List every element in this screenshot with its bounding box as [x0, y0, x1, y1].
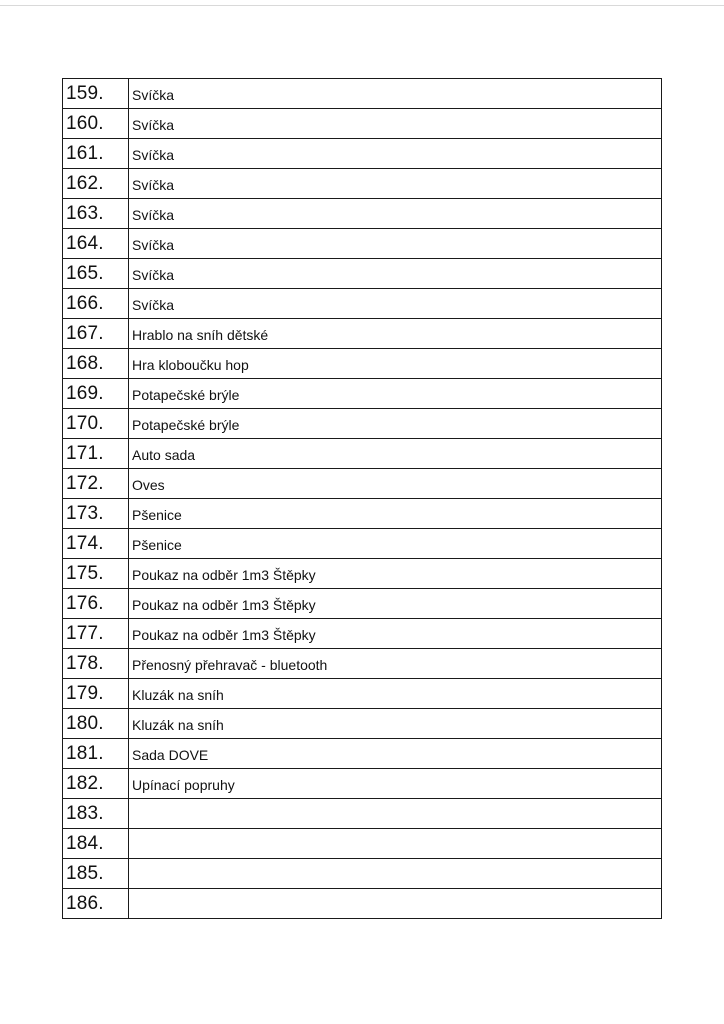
row-number-cell: 168.	[63, 349, 129, 379]
prize-list-table	[62, 78, 662, 919]
scan-edge-line	[0, 5, 724, 6]
item-name-cell: Kluzák na sníh	[129, 679, 662, 709]
item-name-cell: Poukaz na odběr 1m3 Štěpky	[129, 559, 662, 589]
table-row	[63, 859, 662, 889]
table-row	[63, 379, 662, 409]
table-row	[63, 469, 662, 499]
table-row	[63, 829, 662, 859]
row-number-cell: 163.	[63, 199, 129, 229]
table-row	[63, 619, 662, 649]
row-number-cell: 169.	[63, 379, 129, 409]
row-number-cell: 170.	[63, 409, 129, 439]
item-name-cell	[129, 799, 662, 829]
row-number-cell: 180.	[63, 709, 129, 739]
item-name-cell: Potapečské brýle	[129, 379, 662, 409]
row-number-cell: 179.	[63, 679, 129, 709]
table-row	[63, 559, 662, 589]
row-number-cell: 183.	[63, 799, 129, 829]
row-number-cell: 161.	[63, 139, 129, 169]
item-name-cell: Pšenice	[129, 499, 662, 529]
row-number-cell: 178.	[63, 649, 129, 679]
row-number-cell: 172.	[63, 469, 129, 499]
item-name-cell: Sada DOVE	[129, 739, 662, 769]
item-name-cell: Auto sada	[129, 439, 662, 469]
row-number-cell: 186.	[63, 889, 129, 919]
row-number-cell: 182.	[63, 769, 129, 799]
table-row	[63, 199, 662, 229]
item-name-cell: Svíčka	[129, 229, 662, 259]
row-number-cell: 176.	[63, 589, 129, 619]
table-row	[63, 769, 662, 799]
table-row	[63, 889, 662, 919]
row-number-cell: 185.	[63, 859, 129, 889]
table-row	[63, 649, 662, 679]
item-name-cell: Pšenice	[129, 529, 662, 559]
item-name-cell: Přenosný přehravač - bluetooth	[129, 649, 662, 679]
table-row	[63, 259, 662, 289]
row-number-cell: 162.	[63, 169, 129, 199]
row-number-cell: 184.	[63, 829, 129, 859]
item-name-cell: Kluzák na sníh	[129, 709, 662, 739]
item-name-cell: Hrablo na sníh dětské	[129, 319, 662, 349]
item-name-cell: Potapečské brýle	[129, 409, 662, 439]
row-number-cell: 166.	[63, 289, 129, 319]
table-row	[63, 319, 662, 349]
item-name-cell	[129, 829, 662, 859]
row-number-cell: 173.	[63, 499, 129, 529]
table-row	[63, 79, 662, 109]
item-name-cell: Poukaz na odběr 1m3 Štěpky	[129, 589, 662, 619]
item-name-cell	[129, 889, 662, 919]
item-name-cell: Svíčka	[129, 199, 662, 229]
table-row	[63, 349, 662, 379]
table-row	[63, 409, 662, 439]
table-row	[63, 739, 662, 769]
table-row	[63, 499, 662, 529]
item-name-cell: Oves	[129, 469, 662, 499]
table-row	[63, 289, 662, 319]
item-name-cell: Svíčka	[129, 139, 662, 169]
table-row	[63, 139, 662, 169]
item-name-cell: Svíčka	[129, 109, 662, 139]
item-name-cell: Poukaz na odběr 1m3 Štěpky	[129, 619, 662, 649]
item-name-cell: Hra kloboučku hop	[129, 349, 662, 379]
table-row	[63, 169, 662, 199]
item-name-cell: Svíčka	[129, 259, 662, 289]
row-number-cell: 181.	[63, 739, 129, 769]
item-name-cell: Svíčka	[129, 169, 662, 199]
row-number-cell: 177.	[63, 619, 129, 649]
row-number-cell: 159.	[63, 79, 129, 109]
row-number-cell: 175.	[63, 559, 129, 589]
item-name-cell: Upínací popruhy	[129, 769, 662, 799]
item-name-cell: Svíčka	[129, 289, 662, 319]
item-name-cell	[129, 859, 662, 889]
table-row	[63, 109, 662, 139]
row-number-cell: 160.	[63, 109, 129, 139]
item-name-cell: Svíčka	[129, 79, 662, 109]
table-row	[63, 229, 662, 259]
table-row	[63, 589, 662, 619]
table-row	[63, 529, 662, 559]
table-body	[63, 79, 662, 919]
table-row	[63, 709, 662, 739]
table-row	[63, 799, 662, 829]
table-row	[63, 679, 662, 709]
row-number-cell: 164.	[63, 229, 129, 259]
row-number-cell: 171.	[63, 439, 129, 469]
table-row	[63, 439, 662, 469]
row-number-cell: 174.	[63, 529, 129, 559]
row-number-cell: 165.	[63, 259, 129, 289]
row-number-cell: 167.	[63, 319, 129, 349]
